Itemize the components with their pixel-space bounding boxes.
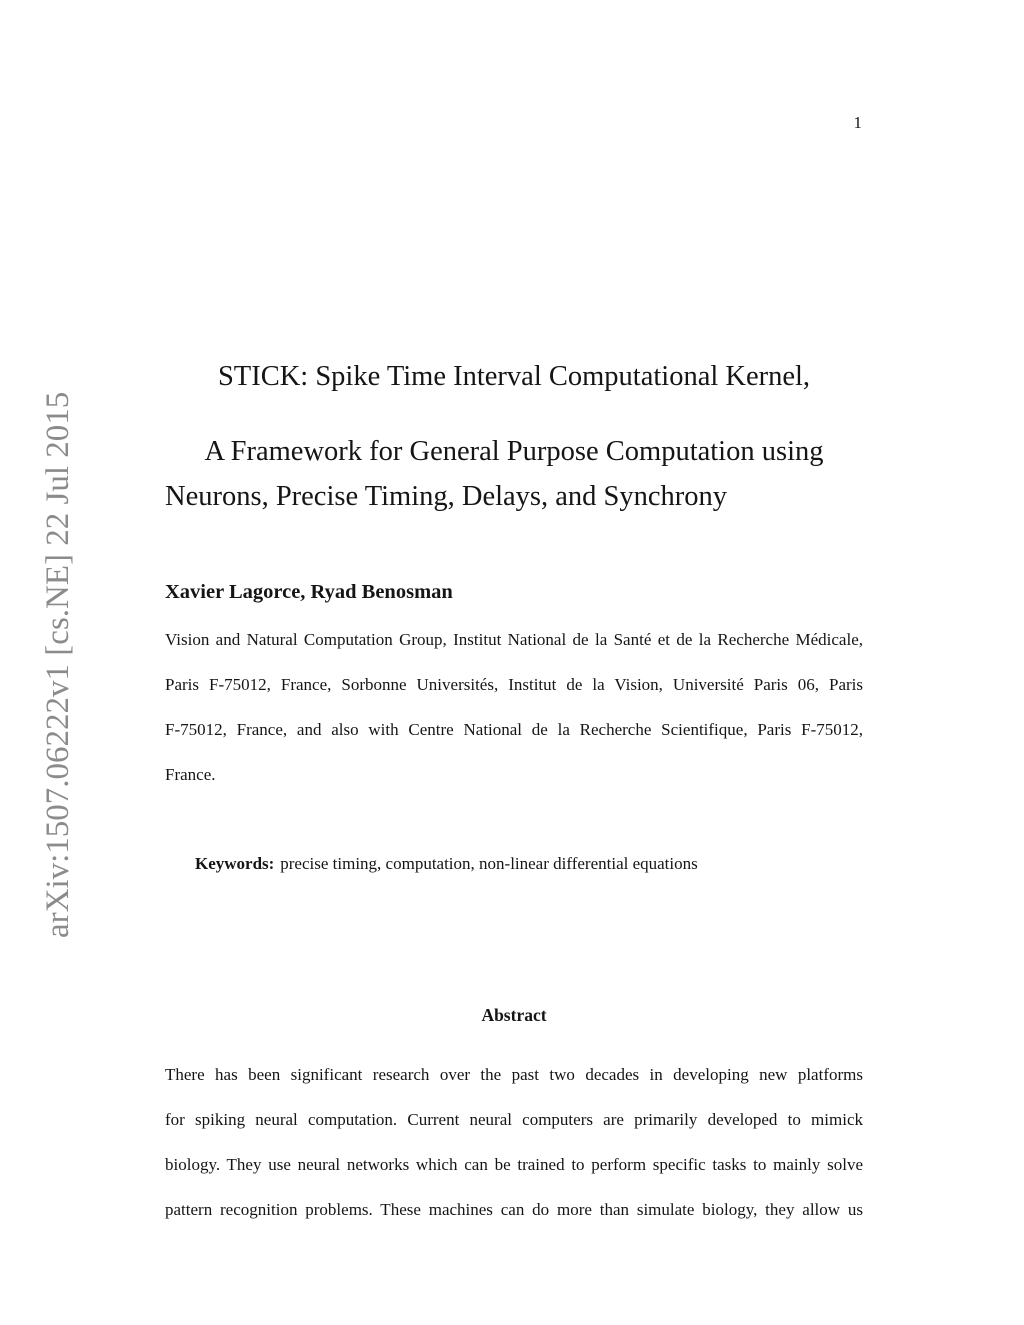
- arxiv-watermark: arXiv:1507.06222v1 [cs.NE] 22 Jul 2015: [40, 391, 76, 938]
- affiliation-line: France.: [165, 765, 216, 784]
- abstract-line: for spiking neural computation. Current neural computers are primarily developed to mimick: [165, 1110, 863, 1129]
- page-number: 1: [853, 113, 862, 132]
- paper-title-line-1: STICK: Spike Time Interval Computational Kernel,: [217, 361, 811, 392]
- abstract-line: There has been significant research over the past two decades in developing new platforms: [165, 1065, 863, 1084]
- keywords-text: precise timing, computation, non-linear differential equations: [280, 854, 698, 873]
- paper-title-line-2: A Framework for General Purpose Computation using: [204, 436, 824, 467]
- abstract-line: pattern recognition problems. These machines can do more than simulate biology, they allow us: [165, 1200, 863, 1219]
- affiliation-line: F-75012, France, and also with Centre National de la Recherche Scientifique, Paris F-75012,: [165, 720, 863, 739]
- abstract-heading: Abstract: [481, 1005, 547, 1025]
- abstract-line: biology. They use neural networks which can be trained to perform specific tasks to mainly solve: [165, 1155, 863, 1174]
- keywords-label: Keywords:: [195, 854, 275, 873]
- affiliation-block: [165, 617, 863, 797]
- authors-line: Xavier Lagorce, Ryad Benosman: [165, 581, 453, 603]
- paper-title-line-3: Neurons, Precise Timing, Delays, and Synchrony: [165, 481, 728, 512]
- affiliation-line: Paris F-75012, France, Sorbonne Universités, Institut de la Vision, Université Paris 06, Paris: [165, 675, 863, 694]
- affiliation-line: Vision and Natural Computation Group, Institut National de la Santé et de la Recherche Médicale,: [165, 630, 863, 649]
- keywords-line: [165, 853, 863, 874]
- abstract-body: [165, 1052, 863, 1232]
